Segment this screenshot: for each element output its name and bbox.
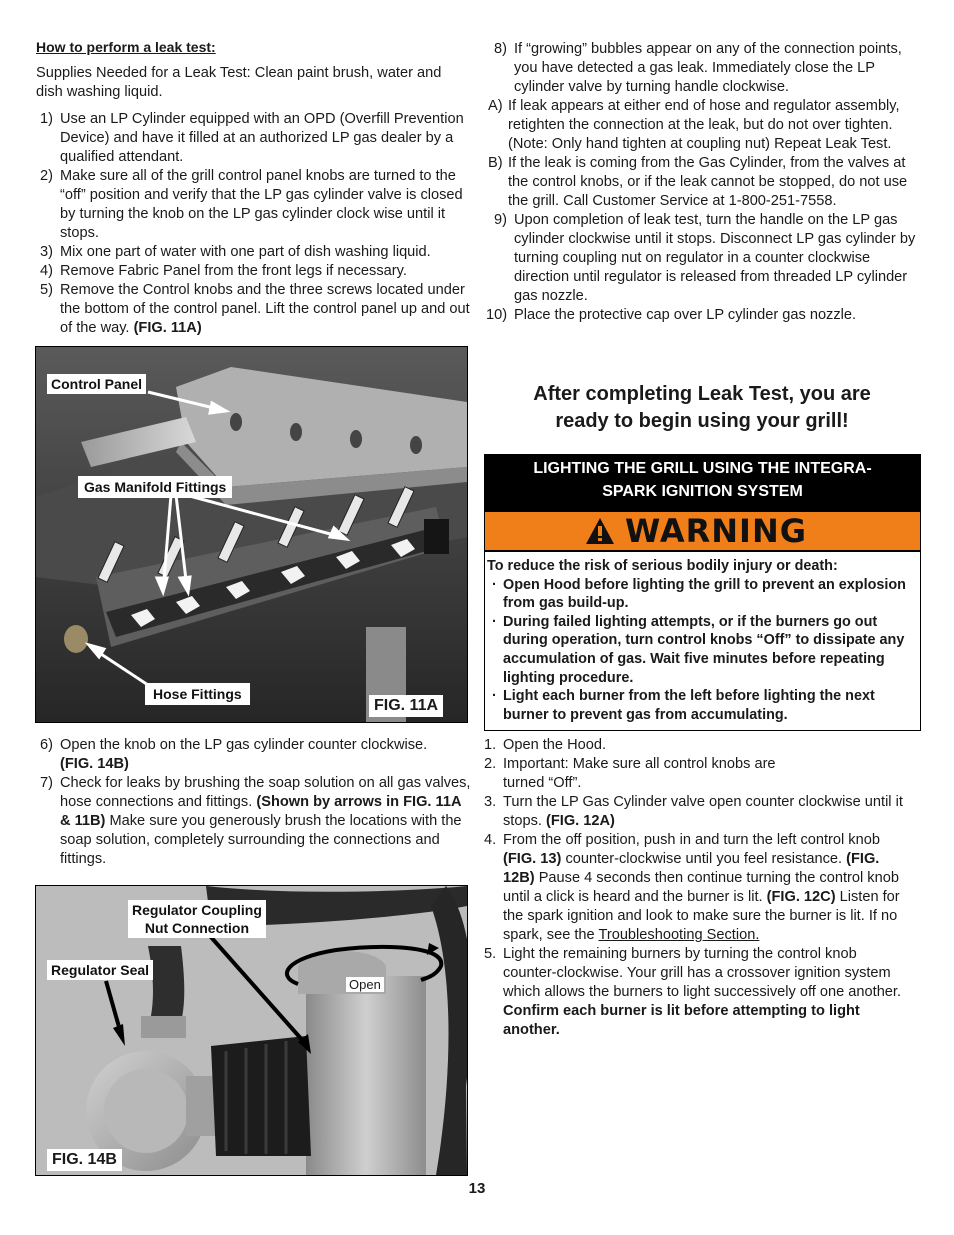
step-4: 4) Remove Fabric Panel from the front legs if necessary. <box>40 263 407 279</box>
fig-14b-image <box>35 885 468 1176</box>
lighting-step-1: 1. Open the Hood. <box>484 737 607 753</box>
fig-14b-label: FIG. 14B <box>47 1149 122 1171</box>
lighting-step-5: 5. Light the remaining burners by turning the control knob counter-clockwise. Your grill has a crossover ignition system which allows the burners to light successively off one another. Confirm each burner is lit before attempting to light another. <box>484 946 902 1038</box>
lighting-step-2: 2. Important: Make sure all control knobs are turned “Off”. <box>484 756 776 791</box>
lighting-step-4: 4. From the off position, push in and turn the left control knob (FIG. 13) counter-clockwise until you feel resistance. (FIG. 12B) Pause 4 seconds then continue turning the control knob until a click is heard and the burner is lit. (FIG. 12C) Listen for the spark ignition and look to make sure the burner is lit. If no spark, see the Troubleshooting Section. <box>484 832 900 943</box>
leak-test-heading: How to perform a leak test: <box>36 39 216 55</box>
grill-manifold-illustration <box>36 347 467 722</box>
step-8: 8) If “growing” bubbles appear on any of the connection points, you have detected a gas leak. Immediately close the LP cylinder valve by turning handle clockwise. <box>494 41 902 95</box>
callout-open-direction: Open <box>346 977 384 992</box>
lighting-warning-box <box>484 454 921 731</box>
callout-hose-fittings: Hose Fittings <box>145 683 250 705</box>
step-3: 3) Mix one part of water with one part of dish washing liquid. <box>40 244 431 260</box>
warning-word: WARNING <box>625 512 807 550</box>
step-5: 5) Remove the Control knobs and the three screws located under the bottom of the control panel. Lift the control panel up and out of the way. (FIG. 11A) <box>40 282 470 336</box>
step-8b: B) If the leak is coming from the Gas Cylinder, from the valves at the control knobs, or if the leak cannot be stopped, do not use the grill. Call Customer Service at 1-800-251-7558. <box>488 155 908 209</box>
page-number: 13 <box>468 1180 486 1197</box>
warning-triangle-icon <box>585 516 615 546</box>
left-column-top <box>36 38 471 338</box>
fig-11a-image <box>35 346 468 723</box>
step-8a: A) If leak appears at either end of hose and regulator assembly, retighten the connection at the leak, but do not over tighten. (Note: Only hand tighten at coupling nut) Repeat Leak Test. <box>488 98 900 152</box>
warning-banner <box>485 511 920 552</box>
lighting-step-3: 3. Turn the LP Gas Cylinder valve open counter clockwise until it stops. (FIG. 12A) <box>484 794 903 829</box>
lighting-title: LIGHTING THE GRILL USING THE INTEGRA- SPARK IGNITION SYSTEM <box>485 455 920 511</box>
step-10: 10) Place the protective cap over LP cylinder gas nozzle. <box>486 307 857 323</box>
leak-steps-8-10 <box>484 40 920 325</box>
callout-regulator-seal: Regulator Seal <box>47 960 153 980</box>
ready-message: After completing Leak Test, you are ready to begin using your grill! <box>533 383 871 432</box>
supplies-text: Supplies Needed for a Leak Test: Clean paint brush, water and dish washing liquid. <box>36 65 442 100</box>
fig-11a-label: FIG. 11A <box>369 695 443 717</box>
warning-text: To reduce the risk of serious bodily injury or death: · Open Hood before lighting the grill to prevent an explosion from gas build-up. · During failed lighting attempts, or if the burners go out during operation, turn control knobs “Off” to dissipate any accumulation of gas. Wait five minutes before repeating lighting procedure. · Light each burner from the left before lighting the next burner to prevent gas from accumulating. <box>485 552 920 730</box>
warning-bullet-3: · Light each burner from the left before lighting the next burner to prevent gas from accumulating. <box>492 688 875 723</box>
warning-bullet-2: · During failed lighting attempts, or if the burners go out during operation, turn control knobs “Off” to dissipate any accumulation of gas. Wait five minutes before repeating lighting procedure. <box>492 613 905 686</box>
step-6: 6) Open the knob on the LP gas cylinder counter clockwise. (FIG. 14B) <box>40 737 428 772</box>
leak-steps-6-7 <box>36 736 471 869</box>
left-column-bottom <box>36 736 471 869</box>
step-9: 9) Upon completion of leak test, turn the handle on the LP gas cylinder clockwise until it stops. Disconnect LP gas cylinder by turning coupling nut on regulator in a counter clockwise direction until regulator is released from threaded LP cylinder gas nozzle. <box>494 212 916 304</box>
callout-gas-manifold: Gas Manifold Fittings <box>78 476 232 498</box>
leak-steps-1-5 <box>36 110 471 338</box>
troubleshooting-link[interactable]: Troubleshooting Section. <box>598 927 760 943</box>
step-7: 7) Check for leaks by brushing the soap solution on all gas valves, hose connections and fittings. (Shown by arrows in FIG. 11A & 11B) Make sure you generously brush the locations with the soap solution, completely surrounding the connections and fittings. <box>40 775 471 867</box>
callout-control-panel: Control Panel <box>47 374 146 394</box>
step-2: 2) Make sure all of the grill control panel knobs are turned to the “off” position and verify that the LP gas cylinder valve is closed by turning the knob on the LP gas cylinder clock wise until it stops. <box>40 168 463 241</box>
step-1: 1) Use an LP Cylinder equipped with an OPD (Overfill Prevention Device) and have it filled at an authorized LP gas dealer by a qualified attendant. <box>40 111 464 165</box>
callout-regulator-coupling: Regulator Coupling Nut Connection <box>128 900 266 938</box>
warning-bullet-1: · Open Hood before lighting the grill to prevent an explosion from gas build-up. <box>492 576 906 612</box>
right-column-top <box>484 40 920 325</box>
lighting-steps <box>484 736 914 1040</box>
